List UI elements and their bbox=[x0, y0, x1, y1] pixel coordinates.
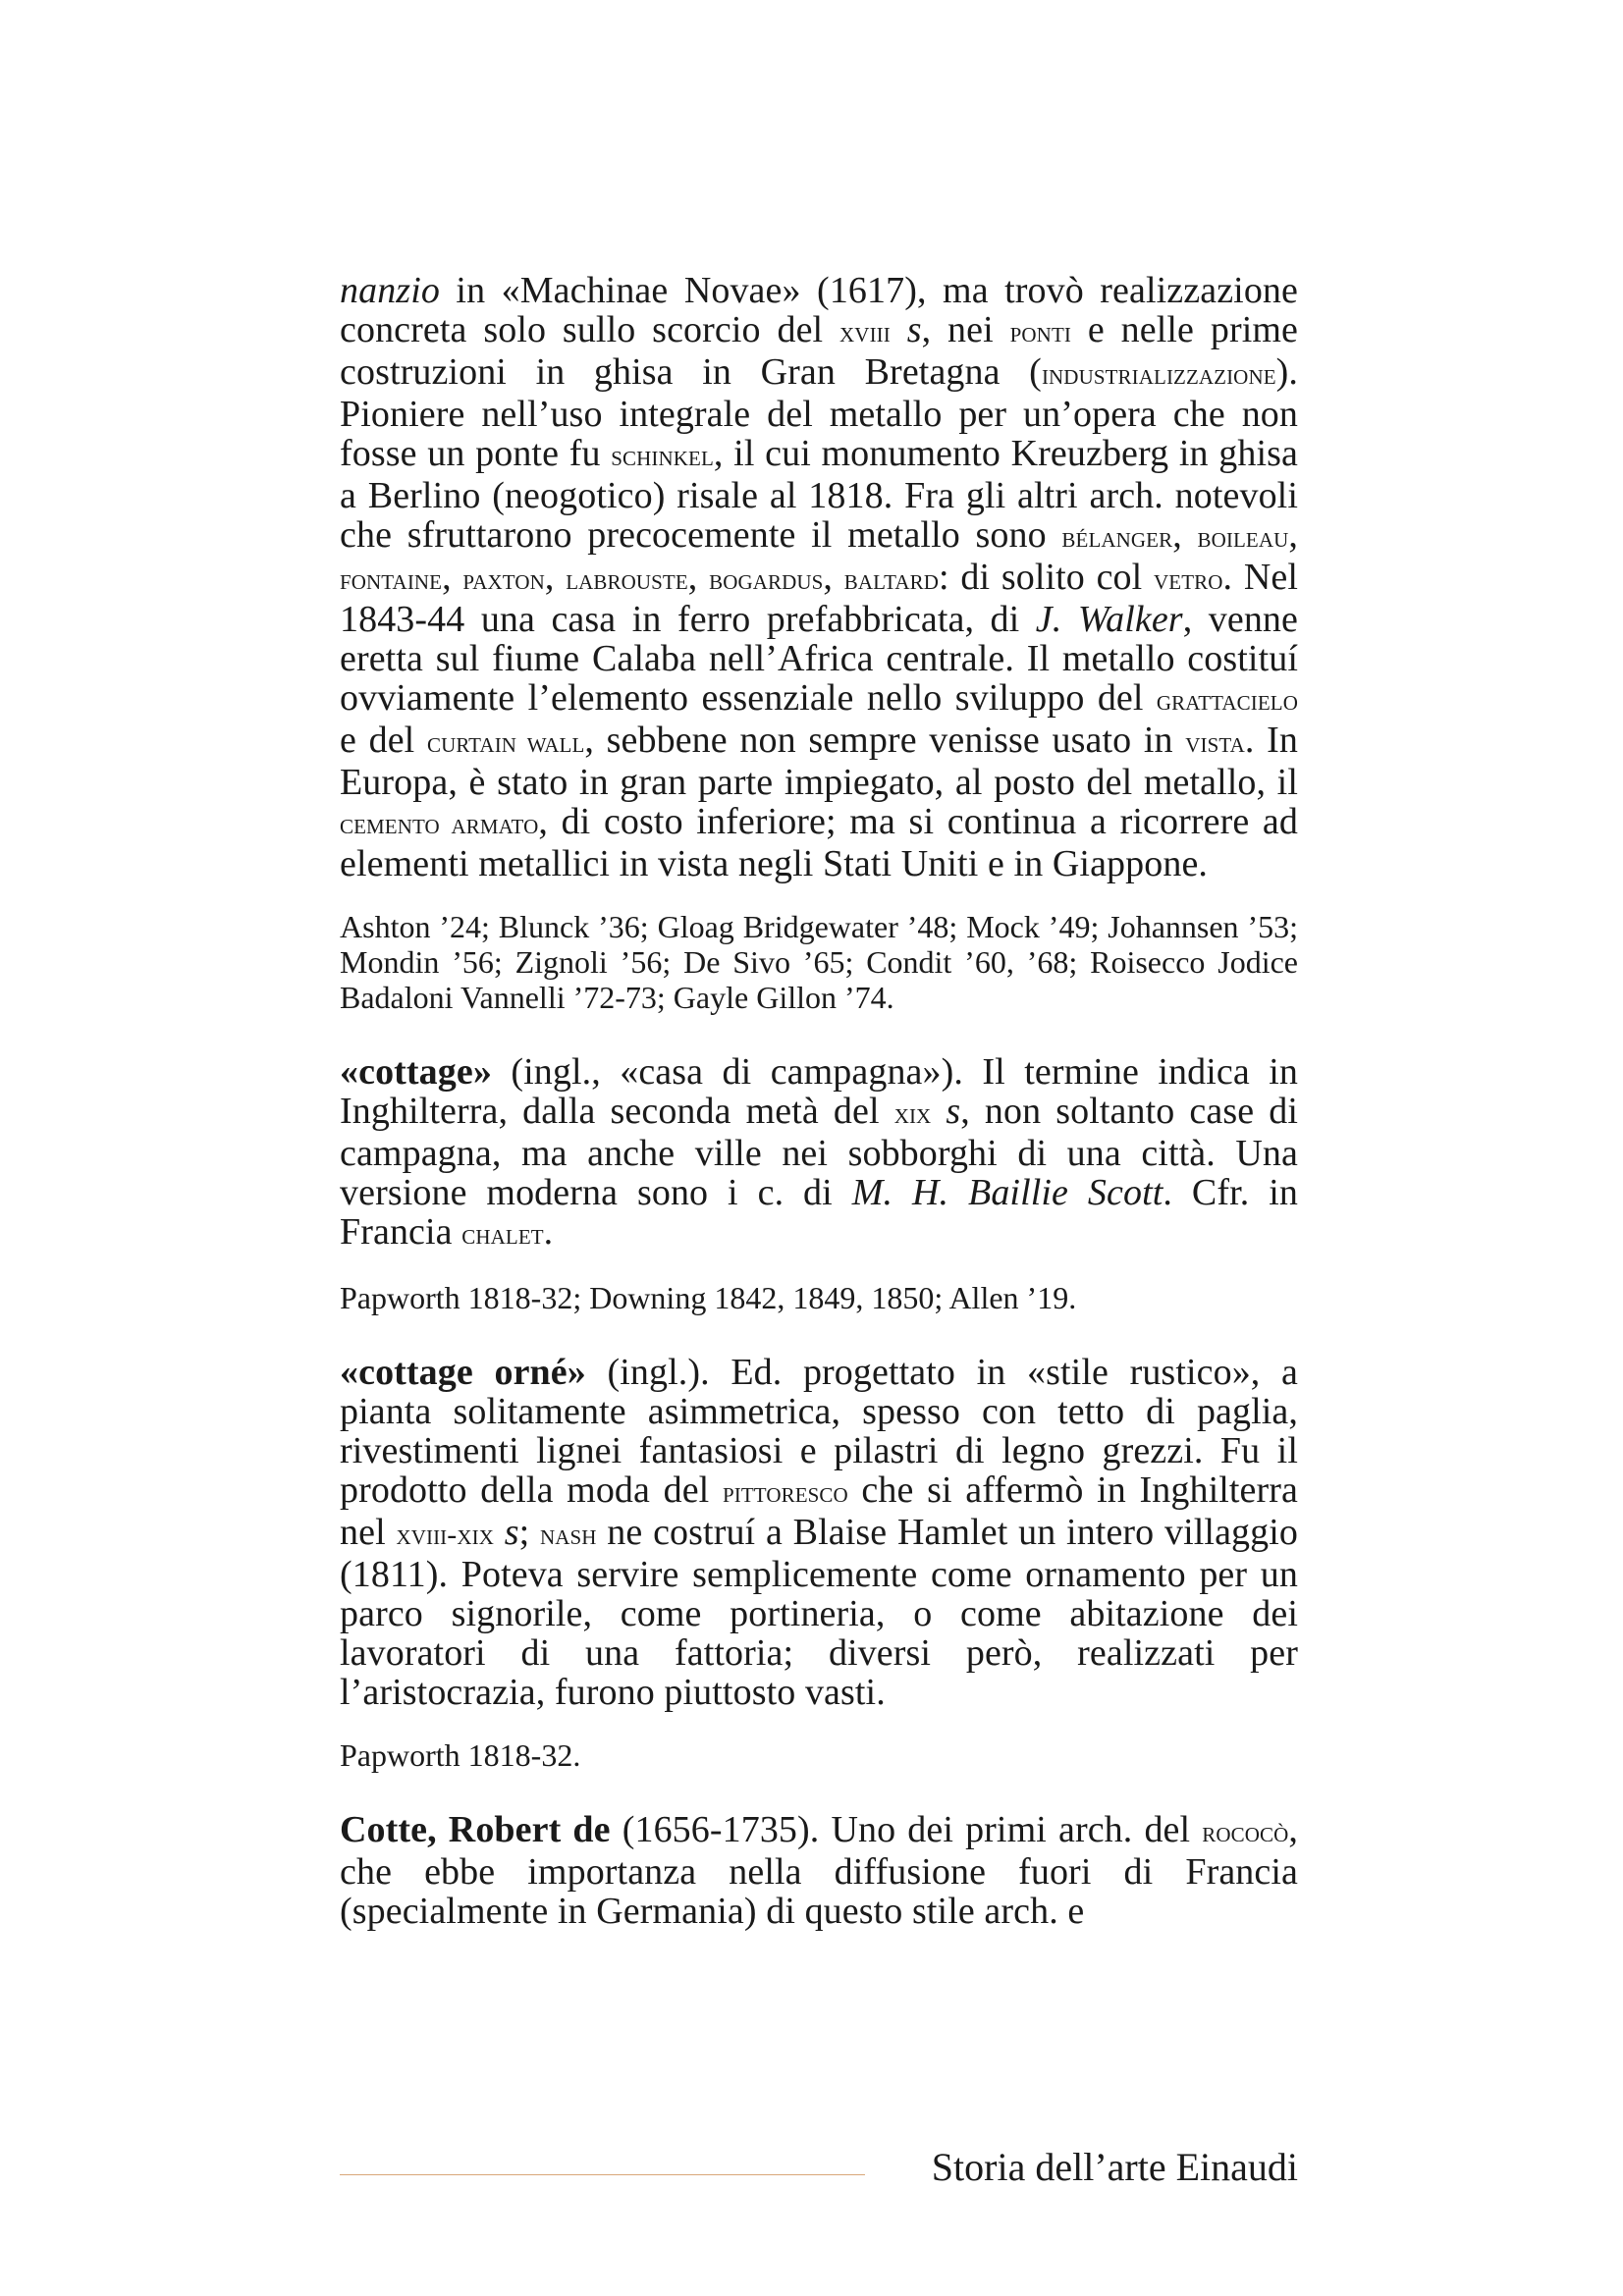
footer-rule bbox=[340, 2174, 865, 2175]
text-segment: nash bbox=[540, 1519, 597, 1551]
text-segment: , bbox=[687, 557, 710, 598]
text-segment: che si affermò in Inghilterra nel bbox=[340, 1469, 1298, 1553]
entry-cotte-robert-de bbox=[340, 1810, 1298, 1931]
text-segment: . Cfr. in Francia bbox=[340, 1172, 1298, 1253]
text-segment: , il cui monumento Kreuzberg in ghisa a Berlino (neogotico) risale al 1818. Fra gli altri arch. notevoli che sfruttarono precocemente il metallo sono bbox=[340, 433, 1298, 556]
text-segment: fontaine bbox=[340, 563, 443, 596]
text-segment: bogardus bbox=[709, 563, 824, 596]
text-segment: , bbox=[1288, 514, 1298, 556]
entry-cottage bbox=[340, 1052, 1298, 1255]
text-segment: J. Walker bbox=[1035, 599, 1183, 640]
text-segment: pittoresco bbox=[722, 1476, 848, 1509]
entry-cottage-references: Papworth 1818-32; Downing 1842, 1849, 1850; Allen ’19. bbox=[340, 1280, 1077, 1315]
continuation-references: Ashton ’24; Blunck ’36; Gloag Bridgewater ’48; Mock ’49; Johannsen ’53; Mondin ’56; Zignoli ’56; De Sivo ’65; Condit ’60, ’68; Roisecco Jodice Badaloni Vannelli ’72-73; Gayle Gillon ’74. bbox=[340, 909, 1298, 1015]
text-segment: bélanger bbox=[1061, 521, 1173, 554]
text-segment: vetro bbox=[1154, 563, 1223, 596]
text-segment: paxton bbox=[462, 563, 545, 596]
text-segment: , che ebbe importanza nella diffusione fuori di Francia (specialmente in Germania) di questo stile arch. e bbox=[340, 1809, 1298, 1932]
text-segment: «cottage» bbox=[340, 1051, 492, 1093]
text-segment: , venne eretta sul fiume Calaba nell’Africa centrale. Il metallo costituí ovviamente l’elemento essenziale nello sviluppo del bbox=[340, 599, 1298, 719]
text-segment: nanzio bbox=[340, 270, 440, 311]
text-segment bbox=[931, 1091, 946, 1132]
text-segment: curtain wall bbox=[426, 726, 585, 759]
text-segment: ponti bbox=[1009, 316, 1071, 348]
text-segment: . Nel 1843-44 una casa in ferro prefabbricata, di bbox=[340, 557, 1299, 640]
text-segment: grattacielo bbox=[1156, 684, 1298, 717]
text-segment: , bbox=[823, 557, 844, 598]
text-segment: , nei bbox=[921, 309, 1010, 350]
text-segment: , di costo inferiore; ma si continua a ricorrere ad elementi metallici in vista negli Stati Uniti e in Giappone. bbox=[340, 801, 1298, 884]
text-segment: labrouste bbox=[566, 563, 688, 596]
text-segment: e nelle prime costruzioni in ghisa in Gran Bretagna ( bbox=[340, 309, 1298, 393]
text-segment bbox=[494, 1512, 505, 1553]
text-segment bbox=[891, 309, 907, 350]
entry-cottage-orne-references: Papworth 1818-32. bbox=[340, 1737, 581, 1773]
text-segment: ; bbox=[518, 1512, 540, 1553]
text-segment: s bbox=[946, 1091, 961, 1132]
text-segment: xix bbox=[893, 1097, 932, 1130]
text-segment: in «Machinae Novae» (1617), ma trovò realizzazione concreta solo sullo scorcio del bbox=[340, 270, 1298, 350]
text-segment: boileau bbox=[1197, 521, 1289, 554]
text-segment: industrializzazione bbox=[1041, 358, 1276, 391]
text-segment: e del bbox=[340, 720, 427, 761]
text-segment: , bbox=[1172, 514, 1198, 556]
text-segment: schinkel bbox=[611, 440, 714, 472]
text-segment: , non soltanto case di campagna, ma anche ville nei sobborghi di una città. Una versione moderna sono i c. di bbox=[340, 1091, 1298, 1213]
text-segment: (ingl.). Ed. progettato in «stile rustico», a pianta solitamente asimmetrica, spesso con tetto di paglia, rivestimenti lignei fantasiosi e pilastri di legno grezzi. Fu il prodotto della moda del bbox=[340, 1352, 1298, 1511]
text-segment: xviii bbox=[839, 316, 891, 348]
text-segment: vista bbox=[1185, 726, 1245, 759]
text-segment: M. H. Baillie Scott bbox=[851, 1172, 1163, 1213]
text-segment: ne costruí a Blaise Hamlet un intero villaggio (1811). Poteva servire semplicemente come ornamento per un parco signorile, come portineria, o come abitazione dei lavoratori di una fattoria; diversi però, realizzati per l’aristocrazia, furono piuttosto vasti. bbox=[340, 1512, 1298, 1713]
text-segment: cemento armato bbox=[340, 808, 539, 840]
text-segment: rococò bbox=[1202, 1816, 1289, 1848]
text-segment: (ingl., «casa di campagna»). Il termine indica in Inghilterra, dalla seconda metà del bbox=[340, 1051, 1298, 1132]
text-segment: (1656-1735). Uno dei primi arch. del bbox=[610, 1809, 1203, 1850]
footer-brand: Storia dell’arte Einaudi bbox=[931, 2145, 1298, 2189]
text-segment: , sebbene non sempre venisse usato in bbox=[584, 720, 1186, 761]
text-segment: «cottage orné» bbox=[340, 1352, 586, 1393]
continuation-paragraph bbox=[340, 271, 1298, 883]
entry-cottage-orne bbox=[340, 1353, 1298, 1712]
text-segment: , bbox=[442, 557, 463, 598]
text-segment: s bbox=[906, 309, 922, 350]
text-segment: xviii-xix bbox=[396, 1519, 494, 1551]
text-segment: baltard bbox=[843, 563, 939, 596]
text-segment: . In Europa, è stato in gran parte impiegato, al posto del metallo, il bbox=[340, 720, 1298, 803]
text-segment: , bbox=[544, 557, 567, 598]
text-segment: . bbox=[543, 1211, 554, 1253]
text-segment: chalet bbox=[461, 1218, 544, 1251]
text-segment: : di solito col bbox=[939, 557, 1155, 598]
text-segment: Cotte, Robert de bbox=[340, 1809, 611, 1850]
text-segment: ). Pioniere nell’uso integrale del metallo per un’opera che non fosse un ponte fu bbox=[340, 351, 1298, 474]
page-body bbox=[340, 271, 1298, 1931]
text-segment: s bbox=[504, 1512, 519, 1553]
